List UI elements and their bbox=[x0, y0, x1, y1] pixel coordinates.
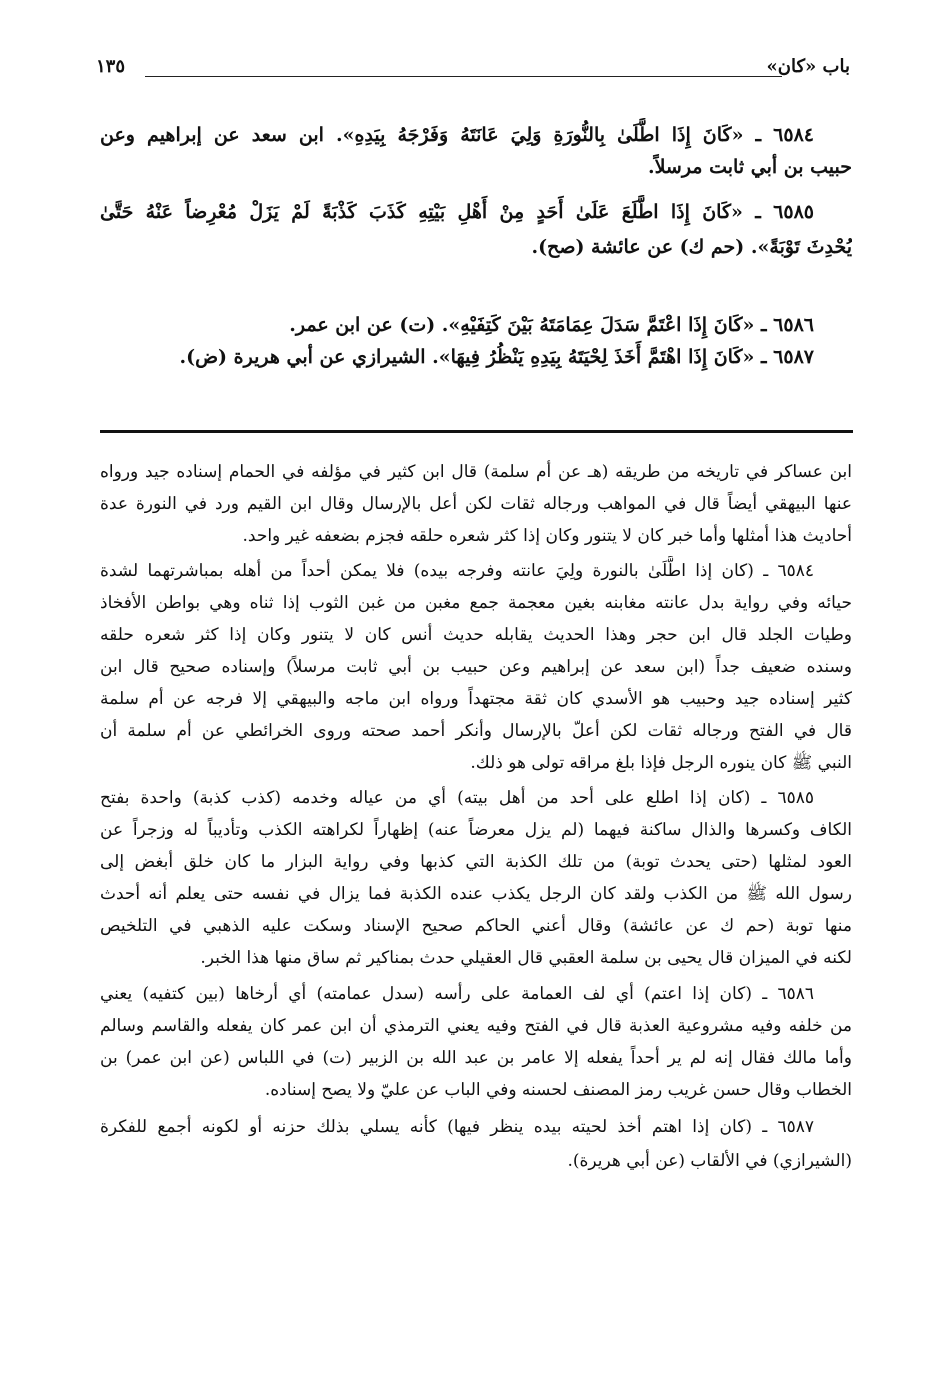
commentary-line: وطيات الجلد قال ابن حجر وهذا الحديث يقابله حديث أنس كان لا يتنور وكان إذا كثر شعره حلقه bbox=[100, 625, 852, 645]
commentary-line: (الشيرازي) في الألقاب (عن أبي هريرة). bbox=[567, 1151, 852, 1171]
commentary-line: ٦٥٨٥ ـ (كان إذا اطلع على أحد من أهل بيته) أي من عياله وخدمه (كذب كذبة) واحدة بفتح bbox=[100, 788, 814, 808]
hadith-6584-line-1: ٦٥٨٤ ـ «كَانَ إِذَا اطَّلَىٰ بِالنُّورَةِ وَلِيَ عَانَتَهُ وَفَرْجَهُ بِيَدِهِ». ابن سعد عن إبراهيم وعن bbox=[100, 124, 814, 146]
commentary-line: عنها البيهقي أيضاً قال في المواهب ورجاله ثقات لكن أعل بالإرسال وقال ابن القيم ورد في النورة عدة bbox=[100, 494, 852, 514]
running-header-title: باب «كان» bbox=[766, 56, 850, 77]
commentary-line: وأما مالك فقال إنه لم ير أحداً يفعله إلا عامر بن عبد الله بن الزبير (ت) في اللباس (عن ابن عمر) بن bbox=[100, 1048, 852, 1068]
commentary-line: رسول الله ﷺ من الكذب ولقد كان الرجل يكذب عنده الكذبة فما يزال في نفسه حتى يعلم أنه أحدث bbox=[100, 884, 852, 904]
commentary-line: الخطاب وقال حسن غريب رمز المصنف لحسنه وفي الباب عن عليّ ولا يصح إسناده. bbox=[264, 1080, 852, 1100]
commentary-line: لكنه في الميزان قال يحيى بن سلمة العقبي قال العقيلي حدث بمناكير ثم ساق منها هذا الخبر. bbox=[200, 948, 852, 968]
commentary-line: منها توبة (حم ك عن عائشة) وقال أعني الحاكم صحيح الإسناد وسكت عليه الذهبي في التلخيص bbox=[100, 916, 852, 936]
hadith-6586: ٦٥٨٦ ـ «كَانَ إِذَا اعْتَمَّ سَدَلَ عِمَامَتَهُ بَيْنَ كَتِفَيْهِ». (ت) عن ابن عمر. bbox=[289, 314, 814, 336]
hadith-6587: ٦٥٨٧ ـ «كَانَ إِذَا اهْتَمَّ أَخَذَ لِحْيَتَهُ بِيَدِهِ يَنْظُرُ فِيهَا». الشيرازي عن أبي هريرة (ض). bbox=[179, 346, 814, 368]
header-rule bbox=[145, 76, 782, 77]
commentary-line: الكاف وكسرها والذال ساكنة فيهما (لم يزل معرضاً عنه) إظهاراً لكراهته الكذب وتأديباً له وزجراً عن bbox=[100, 820, 852, 840]
commentary-line: كثير إسناده جيد وحبيب هو الأسدي كان ثقة مجتهداً ورواه ابن ماجه والبيهقي إلا فرجه عن أم سلمة bbox=[100, 689, 852, 709]
footnote-separator bbox=[100, 430, 853, 433]
commentary-line: ٦٥٨٤ ـ (كان إذا اطَّلَىٰ بالنورة ولِيَ عانته وفرجه بيده) فلا يمكن أحداً من أهله بمباشرتهما لشدة bbox=[100, 561, 814, 581]
commentary-line: قال في الفتح ورجاله ثقات لكن أعلّ بالإرسال وأنكر أحمد صحته وروى الخرائطي عن أم سلمة أن bbox=[100, 721, 852, 741]
commentary-line: العود لمثلها (حتى يحدث توبة) من تلك الكذبة التي كذبها وفي رواية البزار ما كان خلق أبغض إلى bbox=[100, 852, 852, 872]
commentary-line: أحاديث هذا أمثلها وأما خبر كان لا يتنور وكان إذا كثر شعره حلقه فجزم بضعفه غير واحد. bbox=[242, 526, 852, 546]
hadith-6584-line-2: حبيب بن أبي ثابت مرسلاً. bbox=[647, 156, 852, 178]
hadith-6585-line-1: ٦٥٨٥ ـ «كَانَ إِذَا اطَّلَعَ عَلَىٰ أَحَدٍ مِنْ أَهْلِ بَيْتِهِ كَذَبَ كَذْبَةً لَمْ يَزَلْ مُعْرِضاً عَنْهُ حَتَّىٰ bbox=[100, 201, 814, 223]
page-number: ١٣٥ bbox=[96, 56, 126, 77]
hadith-6585-line-2: يُحْدِثَ تَوْبَةً». (حم ك) عن عائشة (صح). bbox=[531, 236, 852, 258]
commentary-line: ابن عساكر في تاريخه من طريقه (هـ عن أم سلمة) قال ابن كثير في مؤلفه في الحمام إسناده جيد ورواه bbox=[100, 462, 852, 482]
commentary-line: حيائه وفي رواية بدل عانته مغابنه بغين معجمة جمع مغبن من غبن الثوب إذا ثناه وهي بواطن الأفخاذ bbox=[100, 593, 852, 613]
commentary-line: ٦٥٨٦ ـ (كان إذا اعتم) أي لف العمامة على رأسه (سدل عمامته) أي أرخاها (بين كتفيه) يعني bbox=[100, 984, 814, 1004]
commentary-line: وسنده ضعيف جداً (ابن سعد عن إبراهيم وعن حبيب بن أبي ثابت مرسلاً) وإسناده صحيح قال ابن bbox=[100, 657, 852, 677]
commentary-line: من خلفه وفيه مشروعية العذبة قال في الفتح وفيه يعني الترمذي أن ابن عمر كان يفعله والقاسم وسالم bbox=[100, 1016, 852, 1036]
commentary-line: النبي ﷺ كان ينوره الرجل فإذا بلغ مراقه تولى هو ذلك. bbox=[470, 753, 852, 773]
commentary-line: ٦٥٨٧ ـ (كان إذا اهتم أخذ لحيته بيده ينظر فيها) كأنه يسلي بذلك حزنه أو لكونه أجمع للفكرة bbox=[100, 1117, 814, 1137]
